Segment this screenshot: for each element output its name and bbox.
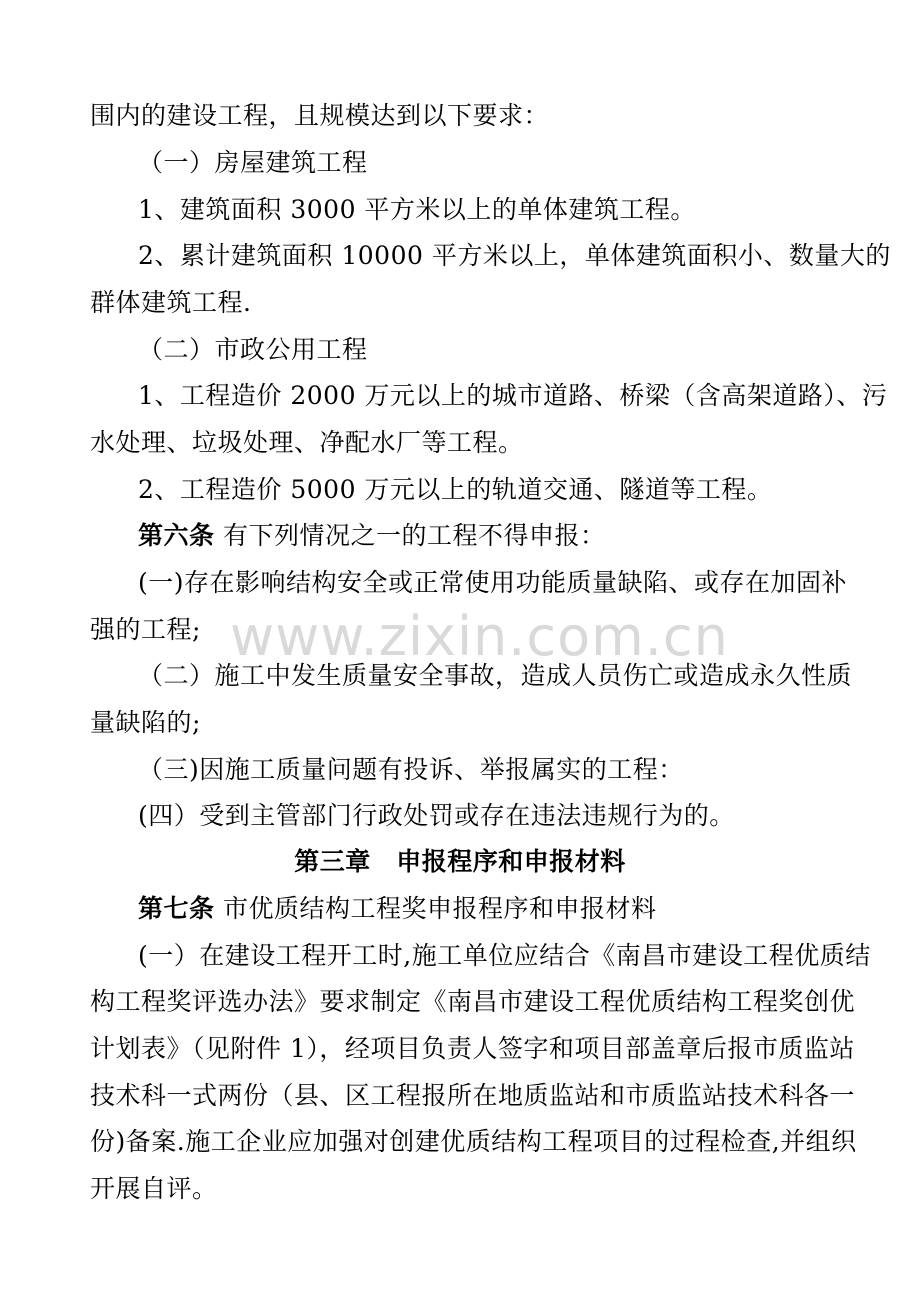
text-line: 份)备案.施工企业应加强对创建优质结构工程项目的过程检查,并组织 [90, 1127, 857, 1156]
article-label: 第六条 [138, 521, 215, 550]
text-line: 计划表》（见附件 1），经项目负责人签字和项目部盖章后报市质监站 [90, 1034, 855, 1063]
text-line: 1、建筑面积 3000 平方米以上的单体建筑工程。 [138, 195, 696, 224]
text-line: (一)存在影响结构安全或正常使用功能质量缺陷、或存在加固补 [138, 568, 848, 597]
section-heading: （二）市政公用工程 [138, 335, 368, 364]
text-line: 1、工程造价 2000 万元以上的城市道路、桥梁（含高架道路）、污 [138, 381, 888, 410]
article-text: 有下列情况之一的工程不得申报： [222, 521, 606, 550]
text-line: （三)因施工质量问题有投诉、举报属实的工程： [138, 755, 684, 784]
text-line: (一）在建设工程开工时,施工单位应结合《南昌市建设工程优质结 [138, 941, 871, 970]
text-line: （二）施工中发生质量安全事故，造成人员伤亡或造成永久性质 [138, 661, 853, 690]
text-line: 围内的建设工程，且规模达到以下要求： [90, 101, 550, 130]
text-line: 量缺陷的; [90, 708, 201, 737]
text-line: 2、累计建筑面积 10000 平方米以上，单体建筑面积小、数量大的 [138, 241, 891, 270]
text-line: 2、工程造价 5000 万元以上的轨道交通、隧道等工程。 [138, 475, 773, 504]
section-heading: （一）房屋建筑工程 [138, 148, 368, 177]
text-line: 群体建筑工程. [90, 288, 252, 317]
watermark: www.zixin.com.cn [230, 605, 729, 668]
text-line: 开展自评。 [90, 1174, 218, 1203]
text-line: (四）受到主管部门行政处罚或存在违法违规行为的。 [138, 801, 735, 830]
text-line: 技术科一式两份（县、区工程报所在地质监站和市质监站技术科各一 [90, 1081, 856, 1110]
chapter-title: 第三章 申报程序和申报材料 [294, 847, 626, 876]
article-text: 市优质结构工程奖申报程序和申报材料 [222, 894, 657, 923]
article-six [138, 520, 878, 552]
text-line: 构工程奖评选办法》要求制定《南昌市建设工程优质结构工程奖创优 [90, 987, 856, 1016]
text-line: 水处理、垃圾处理、净配水厂等工程。 [90, 428, 524, 457]
article-seven [138, 893, 878, 925]
article-label: 第七条 [138, 894, 215, 923]
text-line: 强的工程; [90, 615, 201, 644]
